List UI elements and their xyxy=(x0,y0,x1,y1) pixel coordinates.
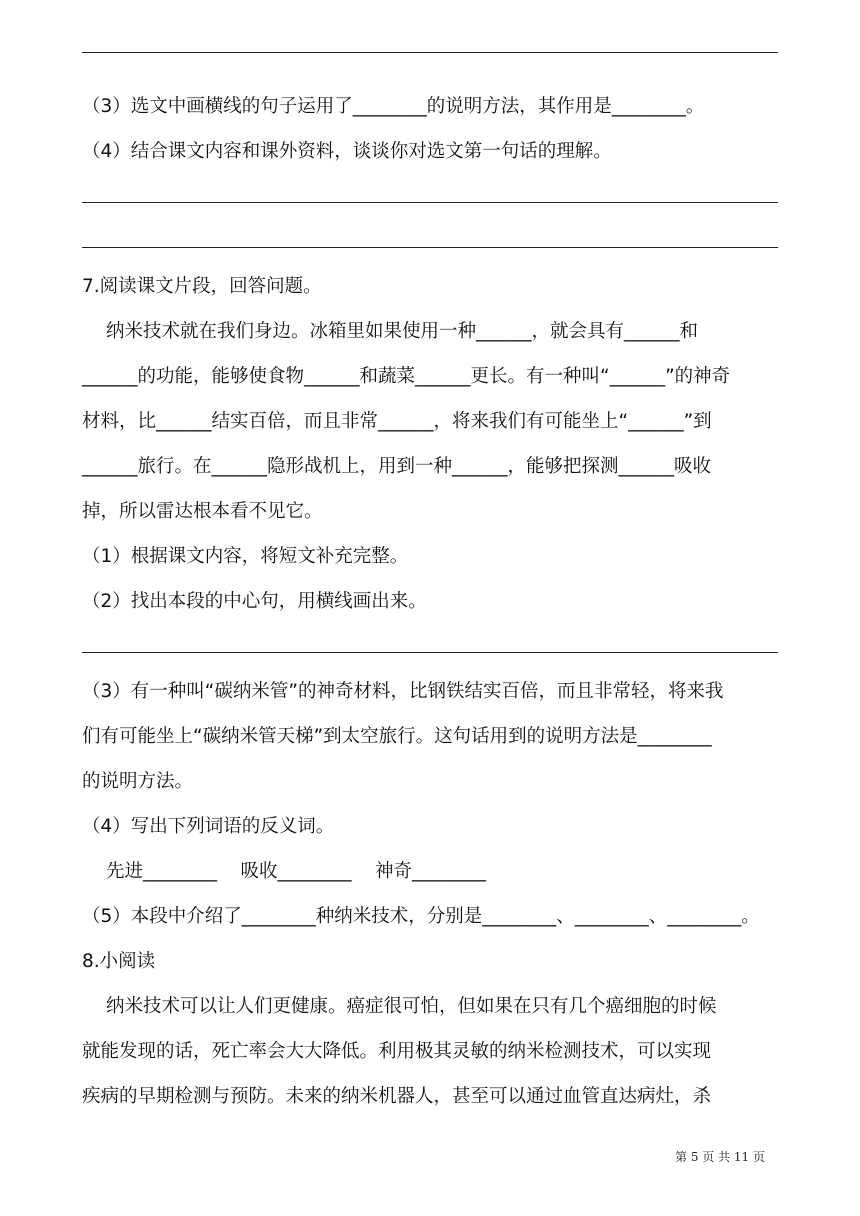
passage-line: 材料，比______结实百倍，而且非常______，将来我们有可能坐上“______”到 xyxy=(82,411,712,432)
passage-line: 纳米技术可以让人们更健康。癌症很可怕，但如果在只有几个癌细胞的时候 xyxy=(106,996,717,1017)
question-6-4: （4）结合课文内容和课外资料，谈谈你对选文第一句话的理解。 xyxy=(82,141,612,162)
question-8-title: 8.小阅读 xyxy=(82,951,156,972)
question-7-2: （2）找出本段的中心句，用横线画出来。 xyxy=(82,591,427,612)
question-7-5: （5）本段中介绍了________种纳米技术，分别是________、________、________。 xyxy=(82,906,760,927)
passage-line: ______旅行。在______隐形战机上，用到一种______，能够把探测______吸收 xyxy=(82,456,712,477)
answer-line xyxy=(82,652,778,653)
question-7-title: 7.阅读课文片段，回答问题。 xyxy=(82,276,322,297)
page-number: 第 5 页 共 11 页 xyxy=(675,1150,765,1164)
question-7-3-cont: 们有可能坐上“碳纳米管天梯”到太空旅行。这句话用到的说明方法是________ xyxy=(82,726,712,747)
answer-line xyxy=(82,52,778,53)
passage-line: 就能发现的话，死亡率会大大降低。利用极其灵敏的纳米检测技术，可以实现 xyxy=(82,1041,712,1062)
answer-line xyxy=(82,247,778,248)
passage-line: 掉，所以雷达根本看不见它。 xyxy=(82,501,323,522)
antonym-blanks: 先进________ 吸收________ 神奇________ xyxy=(106,861,487,882)
question-7-3-cont: 的说明方法。 xyxy=(82,771,194,792)
passage-line: ______的功能，能够使食物______和蔬菜______更长。有一种叫“______”的神奇 xyxy=(82,366,731,387)
question-7-1: （1）根据课文内容，将短文补充完整。 xyxy=(82,546,409,567)
passage-line: 疾病的早期检测与预防。未来的纳米机器人，甚至可以通过血管直达病灶，杀 xyxy=(82,1086,712,1107)
question-7-4: （4）写出下列词语的反义词。 xyxy=(82,816,335,837)
question-7-3: （3）有一种叫“碳纳米管”的神奇材料，比钢铁结实百倍，而且非常轻，将来我 xyxy=(82,681,724,702)
question-6-3: （3）选文中画横线的句子运用了________的说明方法，其作用是________。 xyxy=(82,96,705,117)
passage-line: 纳米技术就在我们身边。冰箱里如果使用一种______，就会具有______和 xyxy=(106,321,699,342)
answer-line xyxy=(82,202,778,203)
